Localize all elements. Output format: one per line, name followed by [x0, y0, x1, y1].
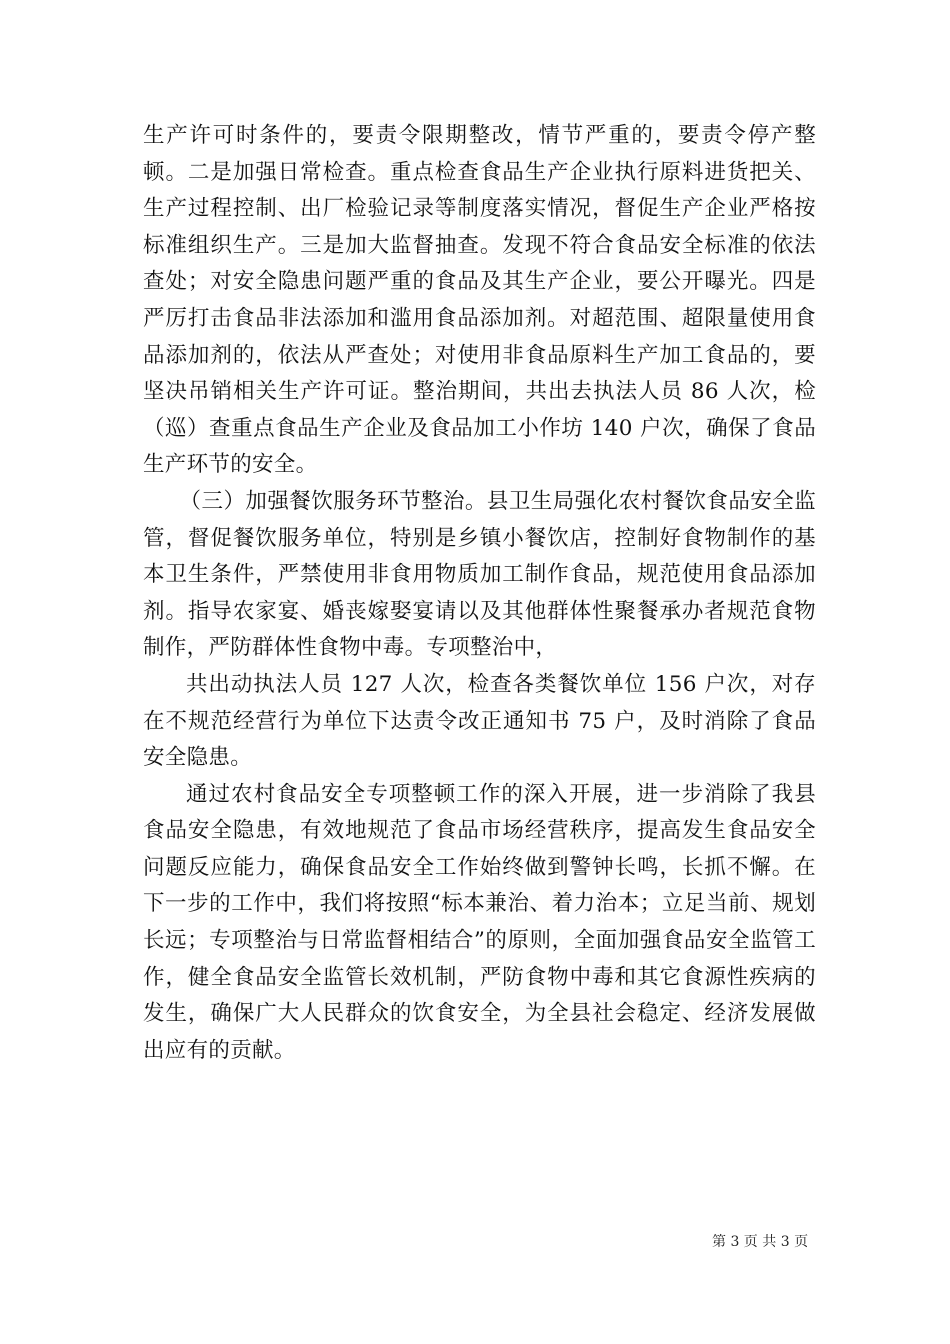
page-number-footer: 第 3 页 共 3 页	[712, 1234, 809, 1250]
paragraph-enforcement-results: 共出动执法人员 127 人次，检查各类餐饮单位 156 户次，对存在不规范经营行为单位下达责令改正通知书 75 户，及时消除了食品安全隐患。	[143, 671, 816, 771]
document-body	[143, 118, 816, 1069]
paragraph-conclusion: 通过农村食品安全专项整顿工作的深入开展，进一步消除了我县食品安全隐患，有效地规范了食品市场经营秩序，提高发生食品安全问题反应能力，确保食品安全工作始终做到警钟长鸣，长抓不懈。在下一步的工作中，我们将按照“标本兼治、着力治本；立足当前、规划长远；专项整治与日常监督相结合”的原则，全面加强食品安全监管工作，健全食品安全监管长效机制，严防食物中毒和其它食源性疾病的发生，确保广大人民群众的饮食安全，为全县社会稳定、经济发展做出应有的贡献。	[143, 781, 816, 1063]
paragraph-production-inspection: 生产许可时条件的，要责令限期整改，情节严重的，要责令停产整顿。二是加强日常检查。重点检查食品生产企业执行原料进货把关、生产过程控制、出厂检验记录等制度落实情况，督促生产企业严格按标准组织生产。三是加大监督抽查。发现不符合食品安全标准的依法查处；对安全隐患问题严重的食品及其生产企业，要公开曝光。四是严厉打击食品非法添加和滥用食品添加剂。对超范围、超限量使用食品添加剂的，依法从严查处；对使用非食品原料生产加工食品的，要坚决吊销相关生产许可证。整治期间，共出去执法人员 86 人次，检（巡）查重点食品生产企业及食品加工小作坊 140 户次，确保了食品生产环节的安全。	[143, 123, 816, 478]
paragraph-catering-rectification: （三）加强餐饮服务环节整治。县卫生局强化农村餐饮食品安全监管，督促餐饮服务单位，特别是乡镇小餐饮店，控制好食物制作的基本卫生条件，严禁使用非食用物质加工制作食品，规范使用食品添加剂。指导农家宴、婚丧嫁娶宴请以及其他群体性聚餐承办者规范食物制作，严防群体性食物中毒。专项整治中，	[143, 488, 816, 661]
